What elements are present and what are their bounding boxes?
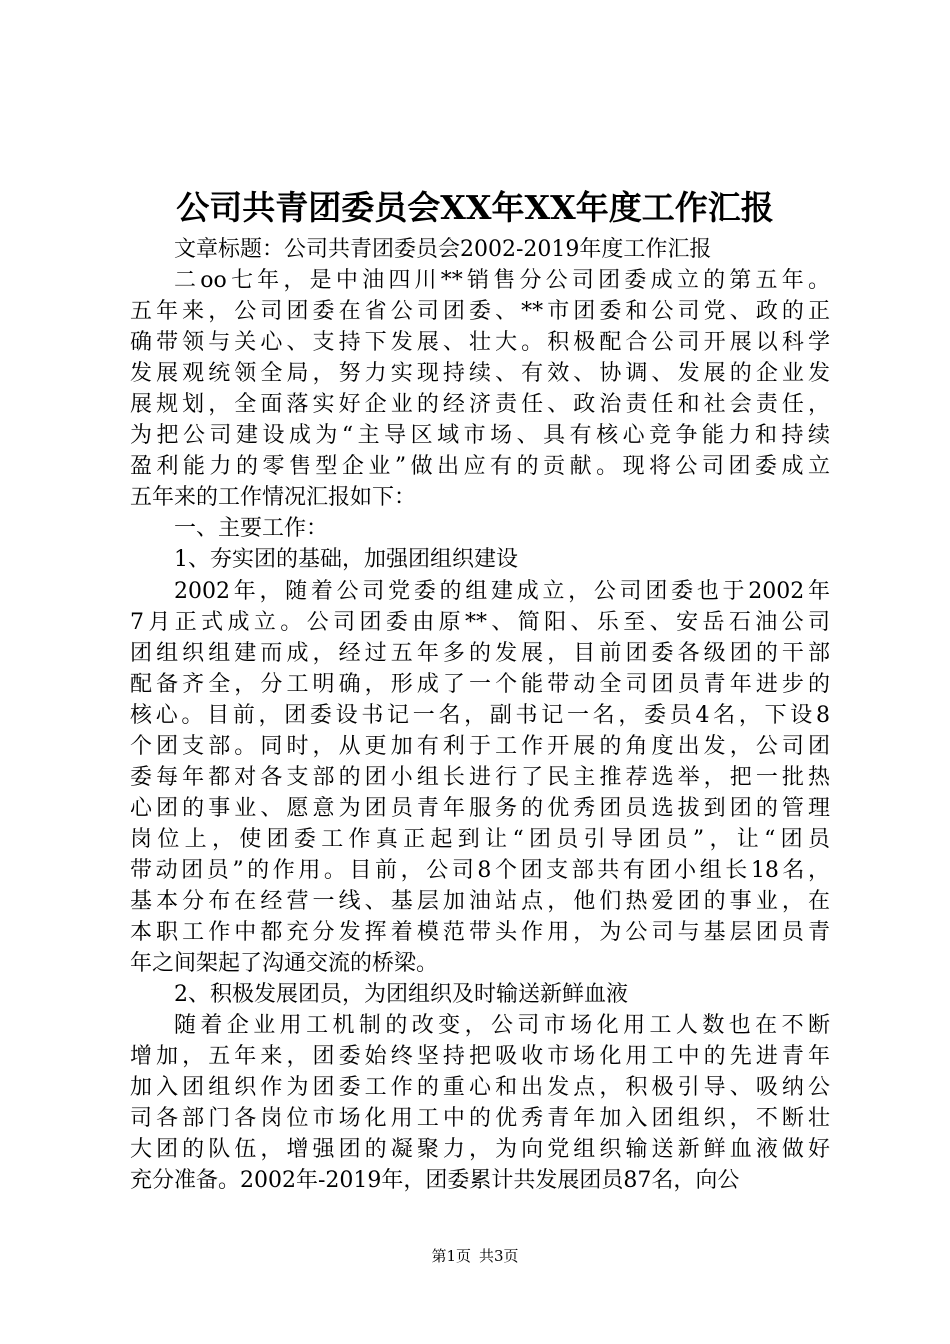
text-line: 一、主要工作： <box>174 516 329 542</box>
text-line: 司各部门各岗位市场化用工中的优秀青年加入团组织，不断壮 <box>130 1106 830 1132</box>
text-line: 本职工作中都充分发挥着模范带头作用，为公司与基层团员青 <box>130 920 830 946</box>
text-line: 2002年，随着公司党委的组建成立，公司团委也于2002年 <box>174 578 830 604</box>
text-line: 增加，五年来，团委始终坚持把吸收市场化用工中的先进青年 <box>130 1044 830 1070</box>
text-line: 7月正式成立。公司团委由原**、简阳、乐至、安岳石油公司 <box>130 609 830 635</box>
text-line: 确带领与关心、支持下发展、壮大。积极配合公司开展以科学 <box>130 330 830 356</box>
text-line: 随着企业用工机制的改变，公司市场化用工人数也在不断 <box>174 1013 830 1039</box>
text-line: 二oo七年，是中油四川**销售分公司团委成立的第五年。 <box>174 268 830 294</box>
text-line: 带动团员”的作用。目前，公司8个团支部共有团小组长18名， <box>130 857 830 883</box>
page-footer <box>0 1246 950 1266</box>
text-line: 心团的事业、愿意为团员青年服务的优秀团员选拔到团的管理 <box>130 795 830 821</box>
text-line: 五年来，公司团委在省公司团委、**市团委和公司党、政的正 <box>130 299 830 325</box>
text-line: 展规划，全面落实好企业的经济责任、政治责任和社会责任， <box>130 392 830 418</box>
text-line: 为把公司建设成为“主导区域市场、具有核心竞争能力和持续 <box>130 423 830 449</box>
text-line: 充分准备。2002年-2019年，团委累计共发展团员87名，向公 <box>130 1168 740 1194</box>
text-line: 盈利能力的零售型企业”做出应有的贡献。现将公司团委成立 <box>130 454 830 480</box>
text-line: 基本分布在经营一线、基层加油站点，他们热爱团的事业，在 <box>130 888 830 914</box>
text-line: 核心。目前，团委设书记一名，副书记一名，委员4名，下设8 <box>130 702 830 728</box>
text-line: 五年来的工作情况汇报如下： <box>130 485 417 511</box>
text-line: 1、夯实团的基础，加强团组织建设 <box>174 547 518 573</box>
text-line: 个团支部。同时，从更加有利于工作开展的角度出发，公司团 <box>130 733 830 759</box>
text-line: 加入团组织作为团委工作的重心和出发点，积极引导、吸纳公 <box>130 1075 830 1101</box>
text-line: 2、积极发展团员，为团组织及时输送新鲜血液 <box>174 982 628 1008</box>
page-total: 共3页 <box>479 1247 519 1265</box>
text-line: 发展观统领全局，努力实现持续、有效、协调、发展的企业发 <box>130 361 830 387</box>
text-line: 文章标题：公司共青团委员会2002-2019年度工作汇报 <box>174 237 712 262</box>
page-number: 第1页 <box>431 1247 471 1265</box>
page-title: 公司共青团委员会XX年XX年度工作汇报 <box>176 188 774 227</box>
text-line: 配备齐全，分工明确，形成了一个能带动全司团员青年进步的 <box>130 671 830 697</box>
text-line: 委每年都对各支部的团小组长进行了民主推荐选举，把一批热 <box>130 764 830 790</box>
document-body <box>130 234 830 1196</box>
text-line: 大团的队伍，增强团的凝聚力，为向党组织输送新鲜血液做好 <box>130 1137 830 1163</box>
text-line: 岗位上，使团委工作真正起到让“团员引导团员”，让“团员 <box>130 826 830 852</box>
text-line: 年之间架起了沟通交流的桥梁。 <box>130 951 439 977</box>
text-line: 团组织组建而成，经过五年多的发展，目前团委各级团的干部 <box>130 640 830 666</box>
